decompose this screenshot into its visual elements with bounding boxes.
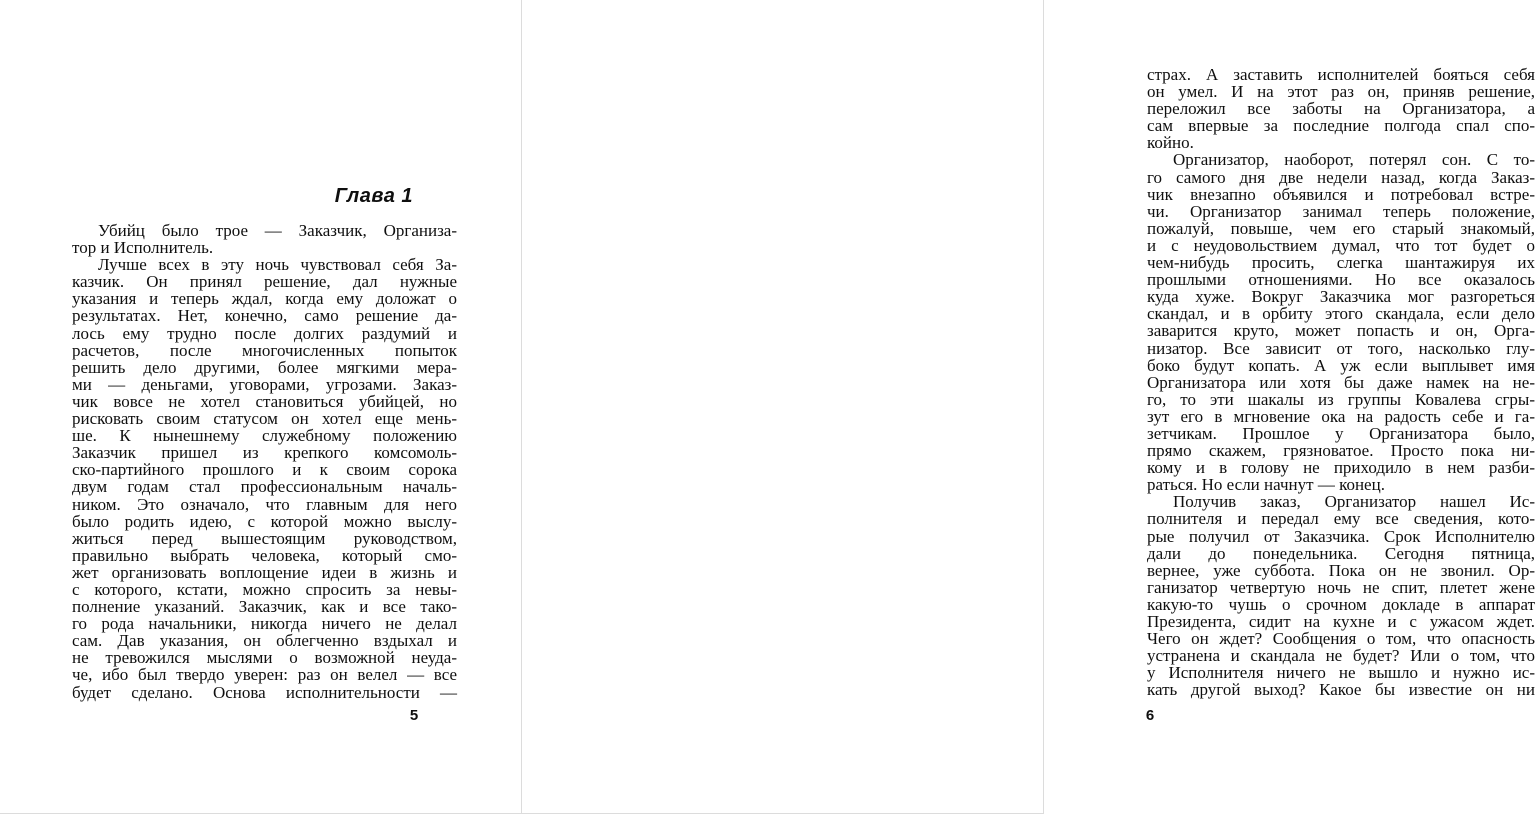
text-line: казчик. Он принял решение, дал нужные (72, 272, 457, 292)
text-line: заварится круто, может попасть и он, Орга- (1147, 321, 1535, 341)
text-line: полнение указаний. Заказчик, как и все тако- (72, 597, 457, 617)
text-line: результатах. Нет, конечно, само решение да- (72, 306, 457, 326)
text-line: кать другой выход? Какое бы известие он ни (1147, 680, 1535, 700)
text-line: чик внезапно объявился и потребовал встре- (1147, 184, 1535, 204)
text-line: боко будут копать. А уж если выплывет имя (1147, 355, 1535, 375)
text-line: было родить идею, с которой можно выслу- (72, 511, 457, 531)
text-line: Президента, сидит на кухне и с ужасом ждет. (1147, 612, 1535, 631)
text-line: Заказчик пришел из крепкого комсомоль- (72, 443, 457, 463)
text-line: рые получил от Заказчика. Срок Исполнителю (1147, 526, 1535, 546)
text-line: го рода начальники, никогда ничего не делал (72, 614, 457, 634)
text-line: какую-то чушь о срочном докладе в аппарат (1147, 594, 1535, 614)
text-line: ше. К нынешнему служебному положению (72, 426, 457, 446)
page-border-bottom-line (0, 813, 1044, 814)
text-line: Организатора или хотя бы даже намек на не- (1147, 372, 1535, 392)
text-line: с которого, кстати, можно спросить за невы- (72, 579, 457, 599)
text-line: го, то эти шакалы из группы Ковалева сгры- (1147, 389, 1535, 409)
text-line: у Исполнителя ничего не вышло и нужно ис- (1147, 663, 1535, 683)
page-number-left: 5 (409, 707, 419, 724)
text-line: сам впервые за последние полгода спал спо- (1147, 116, 1535, 136)
text-line: ганизатор четвертую ночь не спит, плетет жене (1147, 577, 1535, 597)
page-divider-line (521, 0, 522, 814)
text-line: ником. Это означало, что главным для него (72, 494, 457, 514)
text-line: че, ибо был твердо уверен: раз он велел — все (72, 665, 457, 685)
text-line: койно. (1147, 133, 1194, 153)
page-right[interactable] (522, 0, 1535, 813)
page-number-right: 6 (1145, 707, 1155, 724)
text-line: не тревожился мыслями о возможной неуда- (72, 648, 457, 668)
text-line: чем-нибудь просить, слегка шантажируя их (1147, 253, 1535, 273)
text-line: чи. Организатор занимал теперь положение, (1147, 201, 1535, 221)
text-line: решить дело другими, более мягкими мера- (72, 357, 457, 377)
page-border-right-line (1043, 0, 1044, 814)
text-line: Организатор, наоборот, потерял сон. С то- (1173, 150, 1535, 170)
text-line: скандал, и в орбиту этого скандала, если дело (1147, 304, 1535, 324)
text-line: и с неудовольствием думал, что тот будет о (1147, 235, 1535, 255)
text-line: полнителя и передал ему все сведения, кото- (1147, 509, 1535, 529)
text-line: зут его в мгновение ока на радость себе и га- (1147, 406, 1535, 426)
text-line: пожалуй, повыше, чем его старый знакомый, (1147, 218, 1535, 238)
text-line: сам. Дав указания, он облегченно вздыхал и (72, 631, 457, 651)
text-line: вернее, уже суббота. Пока он не звонил. Ор- (1147, 560, 1535, 580)
text-line: устранена и скандала не будет? Или о том, что (1147, 646, 1535, 666)
chapter-heading: Глава 1 (334, 185, 413, 207)
text-line: двум годам стал профессиональным началь- (72, 477, 457, 497)
text-line: жет организовать воплощение идеи в жизнь и (72, 562, 457, 582)
text-line: чик вовсе не хотел становиться убийцей, но (72, 391, 457, 411)
text-line: лось ему трудно после долгих раздумий и (72, 323, 457, 343)
text-line: низатор. Все зависит от того, насколько глу- (1147, 338, 1535, 358)
page-text-right (1147, 66, 1535, 698)
text-line: раться. Но если начнут — конец. (1147, 475, 1385, 495)
page-left[interactable] (0, 0, 521, 813)
text-line: Получив заказ, Организатор нашел Ис- (1173, 492, 1535, 512)
text-line: рисковать своим статусом он хотел еще мень- (72, 409, 457, 429)
text-line: расчетов, после многочисленных попыток (72, 340, 457, 360)
text-line: прошлыми отношениями. Но все оказалось (1147, 270, 1535, 290)
text-line: зетчикам. Прошлое у Организатора было, (1147, 423, 1535, 443)
text-line: ми — деньгами, уговорами, угрозами. Заказ- (72, 374, 457, 394)
text-line: страх. А заставить исполнителей бояться себя (1147, 65, 1535, 84)
page-text-left (72, 222, 457, 701)
text-line: прямо скажем, грязноватое. Просто пока ни- (1147, 441, 1535, 461)
text-line: кому и в голову не приходило в нем разби- (1147, 458, 1535, 478)
text-line: дали до понедельника. Сегодня пятница, (1147, 543, 1535, 563)
text-line: правильно выбрать человека, который смо- (72, 545, 457, 565)
text-line: Лучше всех в эту ночь чувствовал себя За- (98, 255, 457, 275)
text-line: будет сделано. Основа исполнительности — (72, 682, 457, 702)
text-line: он умел. И на этот раз он, приняв решение, (1147, 82, 1535, 102)
text-line: указания и теперь ждал, когда ему доложат о (72, 289, 457, 309)
text-line: го самого дня две недели назад, когда Заказ- (1147, 167, 1535, 187)
text-line: переложил все заботы на Организатора, а (1147, 99, 1535, 119)
text-line: куда хуже. Вокруг Заказчика мог разгореться (1147, 287, 1535, 307)
text-line: Чего он ждет? Сообщения о том, что опасность (1147, 629, 1535, 649)
text-line: житься перед вышестоящим руководством, (72, 528, 457, 548)
text-line: тор и Исполнитель. (72, 238, 214, 258)
text-line: ско-партийного прошлого и к своим сорока (72, 460, 457, 480)
text-line: Убийц было трое — Заказчик, Организа- (98, 221, 457, 240)
